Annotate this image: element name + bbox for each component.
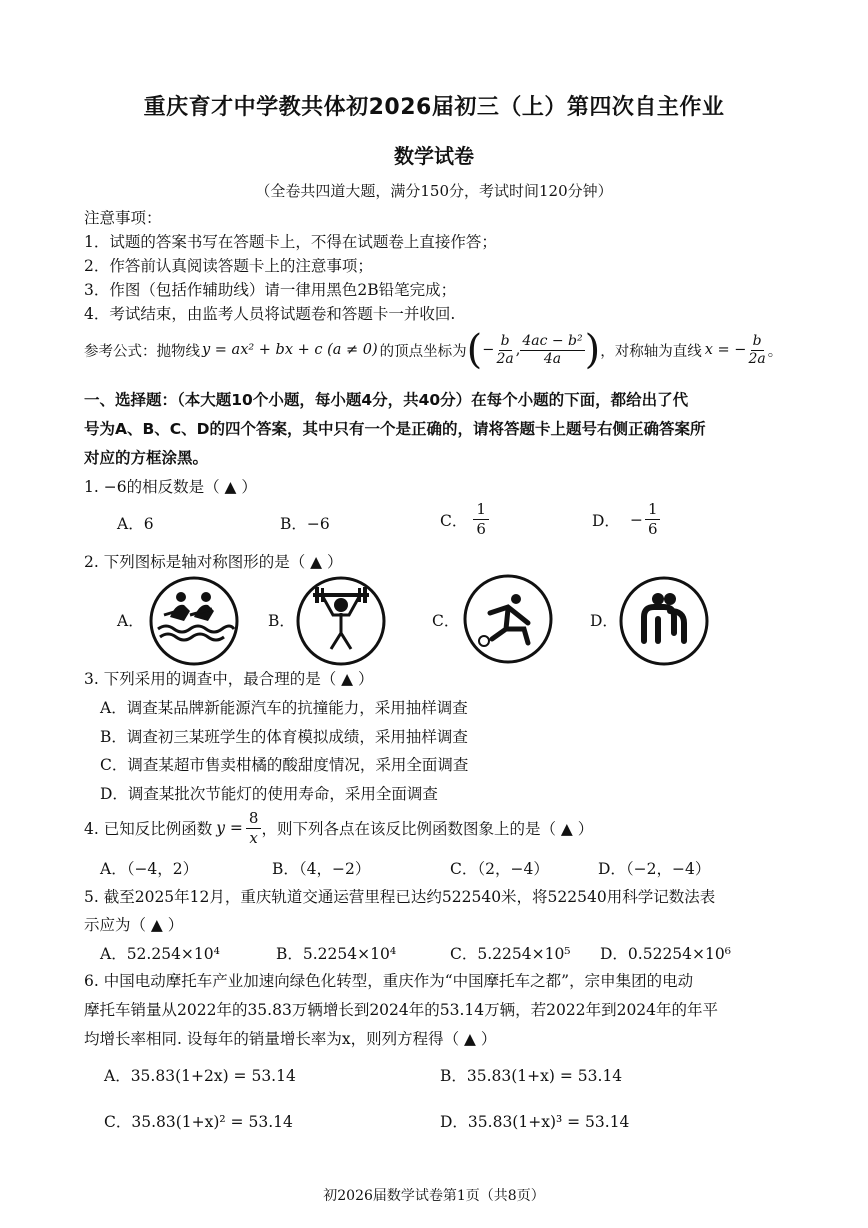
exam-title: 重庆育才中学教共体初2026届初三（上）第四次自主作业 bbox=[143, 95, 725, 120]
q5-option-c: C．5.2254×10⁵ bbox=[450, 945, 571, 963]
parabola-equation: y = ax² + bx + c (a ≠ 0) bbox=[202, 342, 378, 358]
weightlifting-icon bbox=[295, 575, 387, 667]
axis-fraction: $\frac{b}{2a}$ bbox=[748, 332, 766, 367]
q3-option-d: D．调查某批次节能灯的使用寿命，采用全面调查 bbox=[100, 785, 438, 803]
q1-option-a: A．6 bbox=[117, 515, 154, 533]
page-footer: 初2026届数学试卷第1页（共8页） bbox=[323, 1188, 545, 1204]
question-6-stem-cont: 均增长率相同. 设每年的销量增长率为x，则列方程得（ ▲ ） bbox=[84, 1030, 497, 1048]
question-5-stem-cont: 示应为（ ▲ ） bbox=[84, 916, 184, 934]
vertex-y-fraction: $\frac{\text{4ac − b²}}{4a}$ bbox=[522, 332, 583, 367]
formula-prefix: 参考公式：抛物线 bbox=[84, 343, 200, 360]
question-5-stem: 5. 截至2025年12月，重庆轨道交通运营里程已达约522540米，将522540用科学记数法表 bbox=[84, 888, 716, 906]
section-heading-cont: 对应的方框涂黑。 bbox=[84, 449, 209, 467]
q2-label-b: B． bbox=[268, 612, 295, 630]
right-paren: ) bbox=[584, 327, 601, 373]
q2-label-c: C． bbox=[432, 612, 460, 630]
axis-lhs: x = − bbox=[704, 342, 747, 358]
wrestling-icon bbox=[618, 575, 710, 667]
q6-option-a: A．35.83(1+2x) = 53.14 bbox=[104, 1067, 296, 1085]
q3-option-b: B．调查初三某班学生的体育模拟成绩，采用抽样调查 bbox=[100, 728, 468, 746]
q3-option-c: C．调查某超市售卖柑橘的酸甜度情况，采用全面调查 bbox=[100, 756, 469, 774]
question-4-stem: 4. 已知反比例函数 y = $\frac{8}{x}$ ，则下列各点在该反比例函数图象上的是（ ▲ ） bbox=[84, 808, 594, 847]
note-item: 2．作答前认真阅读答题卡上的注意事项； bbox=[84, 257, 373, 275]
q6-option-d: D．35.83(1+x)³ = 53.14 bbox=[440, 1113, 630, 1131]
notes-heading: 注意事项： bbox=[84, 209, 162, 227]
formula-suffix: ，对称轴为直线 bbox=[600, 343, 702, 360]
q2-label-a: A． bbox=[117, 612, 144, 630]
note-item: 3．作图（包括作辅助线）请一律用黑色2B铅笔完成； bbox=[84, 281, 457, 299]
q1-option-b: B．−6 bbox=[280, 515, 330, 533]
q4-option-d: D．（−2，−4） bbox=[598, 860, 711, 878]
q3-option-a: A．调查某品牌新能源汽车的抗撞能力，采用抽样调查 bbox=[100, 699, 468, 717]
q5-option-d: D．0.52254×10⁶ bbox=[600, 945, 731, 963]
rowing-icon bbox=[148, 575, 240, 667]
q6-option-b: B．35.83(1+x) = 53.14 bbox=[440, 1067, 623, 1085]
q4-option-c: C．（2，−4） bbox=[450, 860, 549, 878]
vertex-x-fraction: $\frac{b}{2a}$ bbox=[496, 332, 514, 367]
question-3-stem: 3. 下列采用的调查中，最合理的是（ ▲ ） bbox=[84, 670, 374, 688]
q5-option-a: A．52.254×10⁴ bbox=[100, 945, 220, 963]
q6-option-c: C．35.83(1+x)² = 53.14 bbox=[104, 1113, 293, 1131]
section-heading: 一、选择题：（本大题10个小题，每小题4分，共40分）在每个小题的下面，都给出了代 bbox=[84, 391, 689, 409]
q4-option-b: B．（4，−2） bbox=[272, 860, 371, 878]
football-icon bbox=[462, 573, 554, 665]
reference-formula: 参考公式：抛物线 y = ax² + bx + c (a ≠ 0) 的顶点坐标为 ( − $\frac{b}{2a}$ , $\frac{\text{4ac − b²}}{4a}$ ) ，对称轴为直线 x = − $\frac{b}{2a}$ 。 bbox=[84, 327, 783, 373]
q4-option-a: A．（−4，2） bbox=[100, 860, 199, 878]
q1-option-c: C． $\frac{1}{6}$ bbox=[440, 500, 489, 539]
q5-option-b: B．5.2254×10⁴ bbox=[276, 945, 397, 963]
question-1-stem: 1. −6的相反数是（ ▲ ） bbox=[84, 478, 257, 496]
formula-end: 。 bbox=[767, 343, 783, 360]
question-6-stem: 6. 中国电动摩托车产业加速向绿色化转型，重庆作为“中国摩托车之都”，宗申集团的电动 bbox=[84, 972, 694, 990]
section-heading-cont: 号为A、B、C、D的四个答案，其中只有一个是正确的，请将答题卡上题号右侧正确答案所 bbox=[84, 420, 706, 438]
q2-label-d: D． bbox=[590, 612, 618, 630]
left-paren: ( bbox=[466, 327, 483, 373]
q1-option-d: D． − $\frac{1}{6}$ bbox=[592, 500, 660, 539]
question-6-stem-cont: 摩托车销量从2022年的35.83万辆增长到2024年的53.14万辆，若2022年到2024年的年平 bbox=[84, 1001, 719, 1019]
question-2-stem: 2. 下列图标是轴对称图形的是（ ▲ ） bbox=[84, 553, 343, 571]
subject-title: 数学试卷 bbox=[394, 144, 474, 168]
note-item: 4．考试结束，由监考人员将试题卷和答题卡一并收回. bbox=[84, 305, 456, 323]
formula-middle: 的顶点坐标为 bbox=[379, 343, 467, 360]
exam-info: （全卷共四道大题，满分150分，考试时间120分钟） bbox=[255, 182, 613, 200]
note-item: 1．试题的答案书写在答题卡上，不得在试题卷上直接作答； bbox=[84, 233, 497, 251]
